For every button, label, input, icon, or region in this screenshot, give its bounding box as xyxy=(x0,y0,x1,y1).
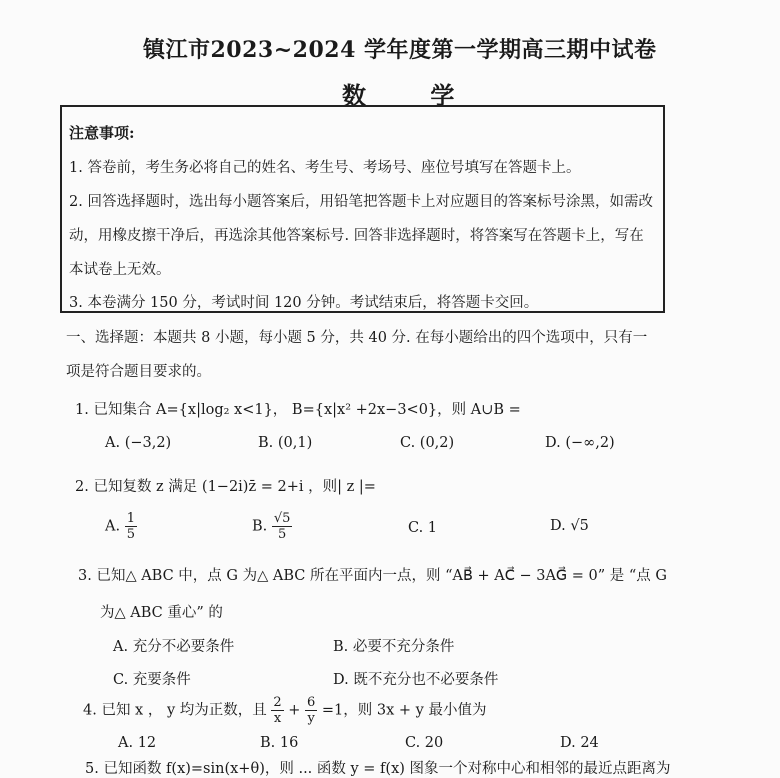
q3-option-a: A. 充分不必要条件 xyxy=(113,639,235,655)
q3-option-d: D. 既不充分也不必要条件 xyxy=(333,672,499,688)
q3-option-c: C. 充要条件 xyxy=(113,672,191,688)
q1-option-d: D. (−∞,2) xyxy=(545,435,615,451)
q2-option-b-fraction xyxy=(272,512,293,541)
notice-line-3: 3. 本卷满分 150 分，考试时间 120 分钟。考试结束后，将答题卡交回。 xyxy=(69,295,539,311)
q2-option-d: D. √5 xyxy=(550,518,589,534)
q1-option-b: B. (0,1) xyxy=(258,435,313,451)
q2-option-b xyxy=(252,512,292,541)
fraction-denominator: y xyxy=(307,711,315,726)
q4-plus: + xyxy=(288,702,301,719)
fraction-denominator: 5 xyxy=(126,527,135,542)
q1-option-c: C. (0,2) xyxy=(400,435,455,451)
q3-option-b: B. 必要不充分条件 xyxy=(333,639,455,655)
fraction-denominator: 5 xyxy=(278,527,287,542)
question-4-stem xyxy=(83,696,486,725)
fraction-numerator: 6 xyxy=(307,695,316,710)
notice-line-2b: 动，用橡皮擦干净后，再选涂其他答案标号. 回答非选择题时，将答案写在答题卡上，写在 xyxy=(69,228,644,244)
notice-line-2a: 2. 回答选择题时，选出每小题答案后，用铅笔把答题卡上对应题目的答案标号涂黑，如需改 xyxy=(69,194,653,210)
q4-stem-suffix: =1，则 3x + y 最小值为 xyxy=(321,702,487,719)
q4-option-d: D. 24 xyxy=(560,735,599,751)
q1-option-a: A. (−3,2) xyxy=(105,435,172,451)
question-5-stem: 5. 已知函数 f(x)=sin(x+θ)，则 ... 函数 y = f(x) 图象一个对称中心和相邻的最近点距离为 xyxy=(85,761,671,777)
question-3-stem-cont: 为△ ABC 重心” 的 xyxy=(100,605,223,621)
section-1-instruction-cont: 项是符合题目要求的。 xyxy=(66,364,211,380)
q2-option-a xyxy=(105,512,137,541)
q2-option-b-label: B. xyxy=(252,518,268,535)
q4-fraction-2 xyxy=(305,696,317,725)
notice-heading: 注意事项: xyxy=(69,124,135,142)
notice-line-2c: 本试卷上无效。 xyxy=(69,262,171,278)
notice-line-1: 1. 答卷前，考生务必将自己的姓名、考生号、考场号、座位号填写在答题卡上。 xyxy=(69,160,581,176)
fraction-numerator: 2 xyxy=(273,695,282,710)
question-1-stem: 1. 已知集合 A={x|log₂ x<1}， B={x|x² +2x−3<0}，则 A∪B = xyxy=(75,402,521,418)
question-3-stem: 3. 已知△ ABC 中，点 G 为△ ABC 所在平面内一点，则 “AB⃗ + AC⃗ − 3AG⃗ = 0” 是 “点 G xyxy=(78,568,667,584)
q4-option-b: B. 16 xyxy=(260,735,299,751)
question-2-stem: 2. 已知复数 z 满足 (1−2i)z̄ = 2+i ，则| z |= xyxy=(75,479,376,495)
q2-option-a-fraction xyxy=(125,512,137,541)
q4-option-c: C. 20 xyxy=(405,735,444,751)
fraction-numerator: √5 xyxy=(273,511,291,526)
subject-title: 数 学 xyxy=(342,81,483,110)
q4-fraction-1 xyxy=(271,696,283,725)
question-5-clip xyxy=(0,757,780,777)
q4-option-a: A. 12 xyxy=(118,735,157,751)
q2-option-c: C. 1 xyxy=(408,520,438,536)
exam-title: 镇江市2023~2024 学年度第一学期高三期中试卷 xyxy=(143,37,657,63)
fraction-numerator: 1 xyxy=(126,511,135,526)
q4-stem-prefix: 4. 已知 x ， y 均为正数，且 xyxy=(83,702,267,719)
fraction-denominator: x xyxy=(273,711,282,726)
q2-option-a-label: A. xyxy=(105,518,121,535)
section-1-instruction: 一、选择题：本题共 8 小题，每小题 5 分，共 40 分. 在每小题给出的四个选项中，只有一 xyxy=(66,330,648,346)
